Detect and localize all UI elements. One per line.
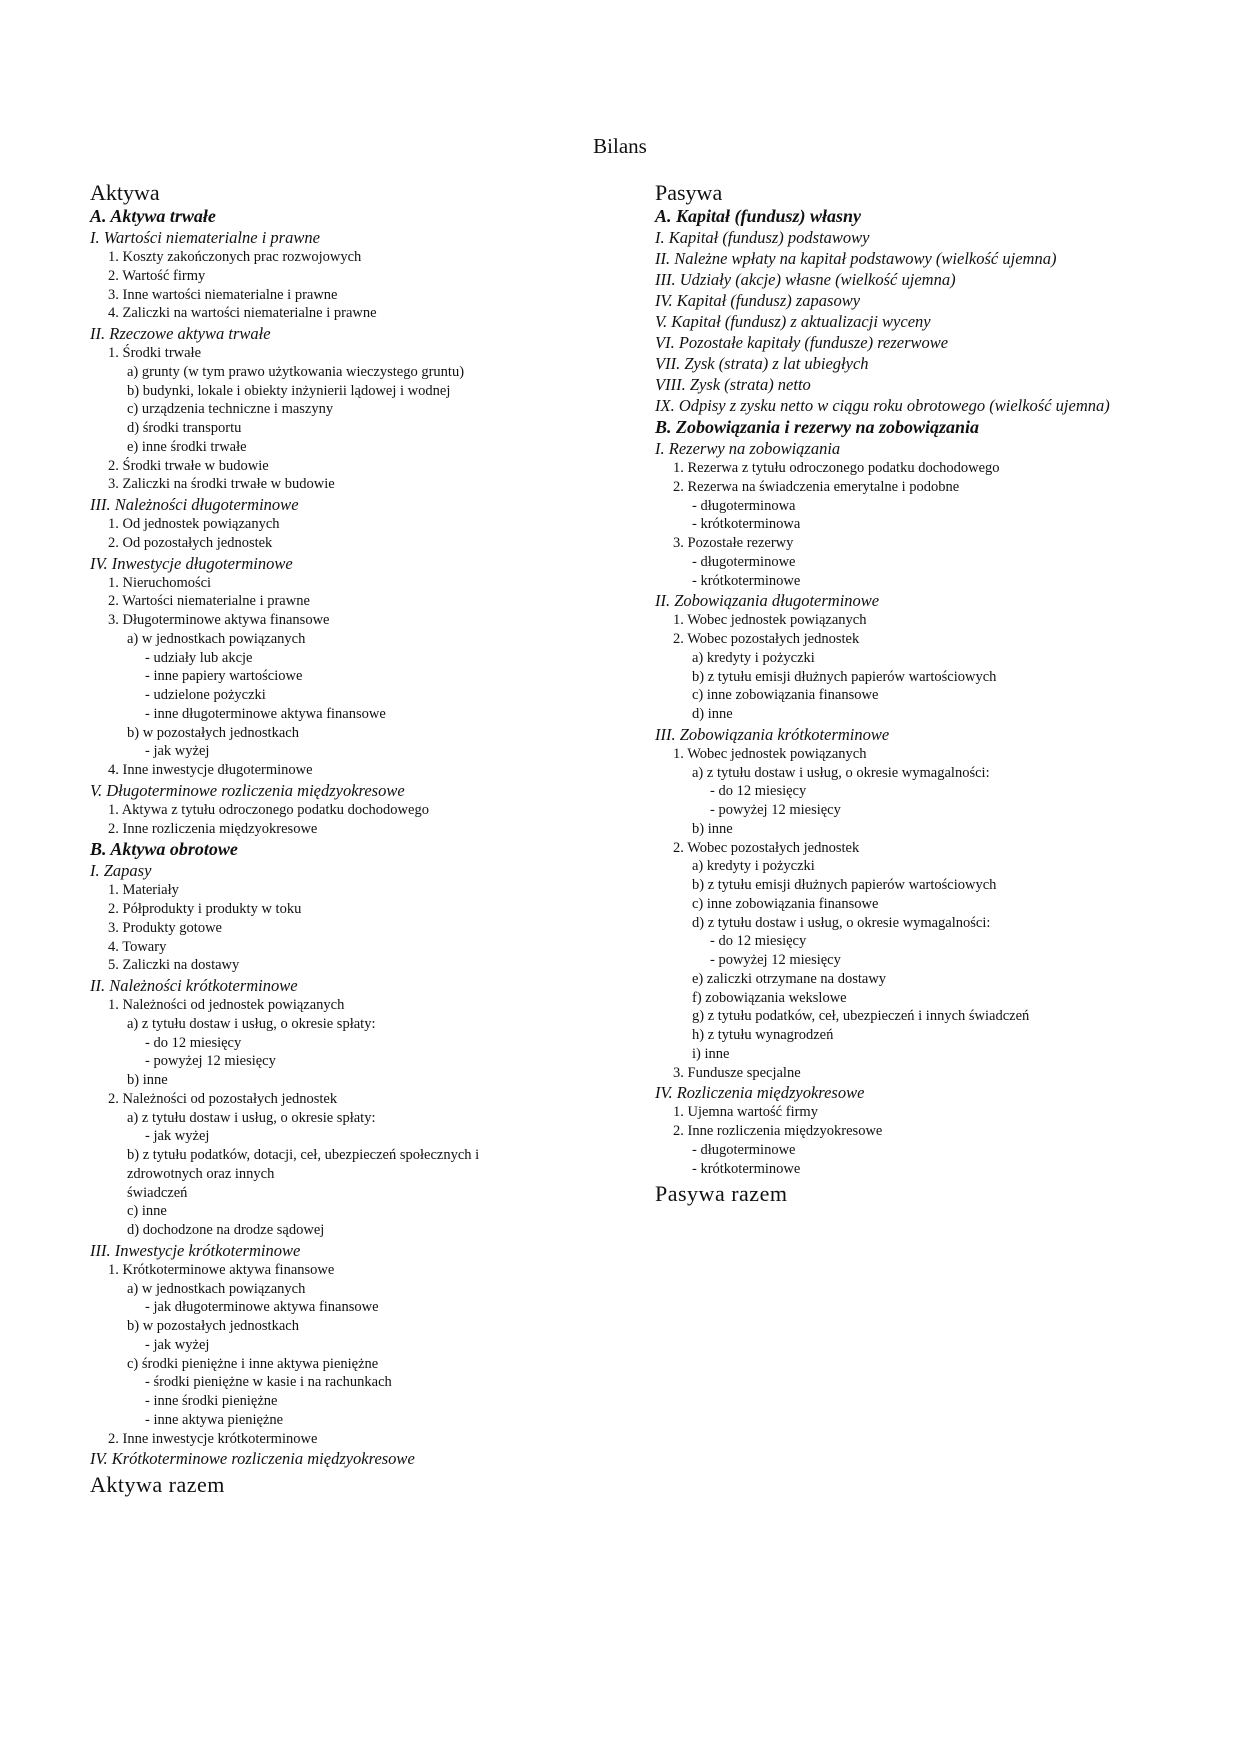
assets-subitem: a) grunty (w tym prawo użytkowania wieczystego gruntu)	[127, 363, 465, 380]
liabilities-subitem: a) z tytułu dostaw i usług, o okresie wymagalności:	[692, 764, 990, 781]
assets-item: 5. Zaliczki na dostawy	[108, 957, 240, 974]
liabilities-group-heading: VII. Zysk (strata) z lat ubiegłych	[655, 354, 869, 373]
liabilities-section-heading: B. Zobowiązania i rezerwy na zobowiązania	[655, 417, 980, 437]
assets-detail-item: - inne papiery wartościowe	[145, 668, 303, 685]
liabilities-subitem: - krótkoterminowe	[692, 572, 801, 589]
assets-subitem: a) z tytułu dostaw i usług, o okresie spłaty:	[127, 1015, 376, 1032]
liabilities-subitem: - krótkoterminowa	[692, 516, 801, 533]
assets-subitem: b) w pozostałych jednostkach	[127, 1318, 299, 1334]
liabilities-section-heading: A. Kapitał (fundusz) własny	[655, 206, 862, 226]
liabilities-detail-item: - powyżej 12 miesięcy	[710, 802, 841, 818]
liabilities-item: 1. Wobec jednostek powiązanych	[673, 612, 867, 629]
assets-subitem: c) środki pieniężne i inne aktywa pieniężne	[127, 1355, 379, 1372]
assets-detail-item: - udziały lub akcje	[145, 649, 253, 666]
liabilities-detail-item: - powyżej 12 miesięcy	[710, 952, 841, 968]
assets-subitem: c) urządzenia techniczne i maszyny	[127, 401, 334, 418]
assets-detail-item: - udzielone pożyczki	[145, 687, 266, 703]
assets-item: 1. Nieruchomości	[108, 574, 212, 591]
assets-subitem: d) dochodzone na drodze sądowej	[127, 1222, 325, 1238]
assets-item: 3. Długoterminowe aktywa finansowe	[108, 612, 330, 628]
assets-subitem: zdrowotnych oraz innych	[127, 1165, 275, 1182]
liabilities-group-heading: VI. Pozostałe kapitały (fundusze) rezerwowe	[655, 333, 949, 352]
assets-item: 2. Inne rozliczenia międzyokresowe	[108, 820, 318, 837]
assets-subitem: b) budynki, lokale i obiekty inżynierii lądowej i wodnej	[127, 382, 451, 399]
assets-item: 3. Produkty gotowe	[108, 919, 222, 936]
page-title: Bilans	[593, 134, 647, 158]
liabilities-item: 2. Wobec pozostałych jednostek	[673, 839, 860, 856]
assets-item: 1. Krótkoterminowe aktywa finansowe	[108, 1261, 335, 1278]
assets-item: 2. Należności od pozostałych jednostek	[108, 1090, 338, 1107]
liabilities-subitem: a) kredyty i pożyczki	[692, 649, 815, 666]
assets-detail-item: - jak długoterminowe aktywa finansowe	[145, 1299, 379, 1316]
assets-item: 1. Od jednostek powiązanych	[108, 516, 280, 532]
assets-item: 2. Wartości niematerialne i prawne	[108, 593, 310, 610]
assets-item: 1. Aktywa z tytułu odroczonego podatku dochodowego	[108, 801, 429, 818]
liabilities-subitem: - długoterminowe	[692, 553, 796, 570]
assets-group-heading: III. Inwestycje krótkoterminowe	[90, 1240, 301, 1260]
assets-group-heading: V. Długoterminowe rozliczenia międzyokresowe	[90, 780, 405, 800]
liabilities-heading: Pasywa	[655, 180, 723, 205]
liabilities-group-heading: V. Kapitał (fundusz) z aktualizacji wyceny	[655, 312, 931, 331]
liabilities-subitem: f) zobowiązania wekslowe	[692, 989, 847, 1006]
assets-group-heading: III. Należności długoterminowe	[90, 495, 299, 514]
assets-heading: Aktywa	[90, 180, 160, 205]
assets-detail-item: - powyżej 12 miesięcy	[145, 1053, 276, 1070]
liabilities-item: 3. Pozostałe rezerwy	[673, 535, 794, 551]
assets-item: 1. Środki trwałe	[108, 345, 202, 361]
assets-item: 2. Półprodukty i produkty w toku	[108, 901, 302, 917]
assets-item: 1. Materiały	[108, 882, 179, 899]
assets-section-heading: B. Aktywa obrotowe	[90, 839, 238, 860]
assets-group-heading: II. Należności krótkoterminowe	[90, 976, 298, 995]
assets-group-heading: I. Wartości niematerialne i prawne	[90, 228, 320, 247]
assets-subitem: b) inne	[127, 1072, 168, 1088]
liabilities-subitem: b) z tytułu emisji dłużnych papierów wartościowych	[692, 877, 997, 893]
assets-subitem: a) z tytułu dostaw i usług, o okresie spłaty:	[127, 1109, 376, 1126]
liabilities-subitem: a) kredyty i pożyczki	[692, 858, 815, 875]
liabilities-detail-item: - do 12 miesięcy	[710, 783, 807, 800]
assets-detail-item: - inne środki pieniężne	[145, 1393, 278, 1409]
assets-detail-item: - inne długoterminowe aktywa finansowe	[145, 705, 386, 722]
assets-column	[90, 181, 590, 1498]
liabilities-subitem: - krótkoterminowe	[692, 1160, 801, 1177]
assets-detail-item: - jak wyżej	[145, 1128, 210, 1145]
liabilities-group-heading: II. Zobowiązania długoterminowe	[655, 591, 880, 611]
assets-detail-item: - jak wyżej	[145, 743, 210, 760]
liabilities-item: 1. Ujemna wartość firmy	[673, 1104, 818, 1121]
liabilities-subitem: b) inne	[692, 820, 733, 837]
assets-total: Aktywa razem	[90, 1472, 225, 1498]
assets-subitem: a) w jednostkach powiązanych	[127, 1280, 306, 1297]
liabilities-column	[655, 181, 1215, 1207]
liabilities-group-heading: VIII. Zysk (strata) netto	[655, 375, 811, 394]
liabilities-subitem: - długoterminowa	[692, 497, 796, 514]
assets-item: 2. Wartość firmy	[108, 267, 206, 284]
liabilities-item: 3. Fundusze specjalne	[673, 1064, 801, 1081]
liabilities-subitem: i) inne	[692, 1045, 730, 1062]
assets-item: 2. Od pozostałych jednostek	[108, 534, 273, 551]
liabilities-item: 2. Inne rozliczenia międzyokresowe	[673, 1123, 883, 1139]
liabilities-subitem: g) z tytułu podatków, ceł, ubezpieczeń i innych świadczeń	[692, 1008, 1030, 1025]
assets-section-heading: A. Aktywa trwałe	[90, 206, 216, 226]
liabilities-detail-item: - do 12 miesięcy	[710, 933, 807, 950]
liabilities-subitem: b) z tytułu emisji dłużnych papierów wartościowych	[692, 668, 997, 685]
assets-subitem: e) inne środki trwałe	[127, 438, 247, 455]
liabilities-item: 1. Rezerwa z tytułu odroczonego podatku dochodowego	[673, 460, 1000, 476]
liabilities-group-heading: III. Zobowiązania krótkoterminowe	[655, 724, 890, 744]
assets-group-heading: I. Zapasy	[90, 861, 152, 881]
liabilities-group-heading: I. Rezerwy na zobowiązania	[655, 439, 841, 458]
liabilities-group-heading: IV. Kapitał (fundusz) zapasowy	[655, 291, 861, 310]
assets-item: 3. Inne wartości niematerialne i prawne	[108, 286, 338, 303]
assets-group-heading: IV. Krótkoterminowe rozliczenia międzyokresowe	[90, 1449, 415, 1469]
liabilities-item: 2. Rezerwa na świadczenia emerytalne i podobne	[673, 478, 960, 495]
assets-detail-item: - inne aktywa pieniężne	[145, 1411, 284, 1428]
assets-detail-item: - środki pieniężne w kasie i na rachunkach	[145, 1374, 392, 1391]
assets-subitem: d) środki transportu	[127, 420, 242, 436]
assets-subitem: świadczeń	[127, 1184, 188, 1201]
liabilities-group-heading: I. Kapitał (fundusz) podstawowy	[655, 228, 870, 247]
liabilities-subitem: c) inne zobowiązania finansowe	[692, 687, 879, 704]
assets-item: 2. Środki trwałe w budowie	[108, 457, 269, 474]
liabilities-subitem: d) inne	[692, 706, 733, 722]
assets-group-heading: IV. Inwestycje długoterminowe	[90, 553, 293, 573]
liabilities-subitem: e) zaliczki otrzymane na dostawy	[692, 970, 887, 987]
liabilities-group-heading: III. Udziały (akcje) własne (wielkość ujemna)	[655, 270, 956, 289]
assets-group-heading: II. Rzeczowe aktywa trwałe	[90, 324, 271, 343]
assets-item: 4. Inne inwestycje długoterminowe	[108, 762, 313, 778]
liabilities-item: 1. Wobec jednostek powiązanych	[673, 745, 867, 762]
liabilities-subitem: - długoterminowe	[692, 1141, 796, 1158]
assets-subitem: b) w pozostałych jednostkach	[127, 724, 299, 741]
assets-subitem: b) z tytułu podatków, dotacji, ceł, ubezpieczeń społecznych i	[127, 1147, 480, 1163]
liabilities-item: 2. Wobec pozostałych jednostek	[673, 631, 860, 647]
liabilities-group-heading: II. Należne wpłaty na kapitał podstawowy (wielkość ujemna)	[655, 249, 1057, 268]
assets-item: 2. Inne inwestycje krótkoterminowe	[108, 1430, 318, 1447]
assets-item: 4. Zaliczki na wartości niematerialne i prawne	[108, 305, 377, 322]
liabilities-subitem: h) z tytułu wynagrodzeń	[692, 1027, 834, 1043]
liabilities-group-heading: IV. Rozliczenia międzyokresowe	[655, 1083, 865, 1103]
assets-item: 3. Zaliczki na środki trwałe w budowie	[108, 476, 335, 493]
assets-detail-item: - jak wyżej	[145, 1336, 210, 1353]
liabilities-subitem: d) z tytułu dostaw i usług, o okresie wymagalności:	[692, 914, 991, 931]
assets-item: 1. Należności od jednostek powiązanych	[108, 997, 345, 1013]
liabilities-subitem: c) inne zobowiązania finansowe	[692, 895, 879, 912]
assets-item: 4. Towary	[108, 938, 167, 955]
assets-item: 1. Koszty zakończonych prac rozwojowych	[108, 249, 362, 265]
assets-subitem: a) w jednostkach powiązanych	[127, 630, 306, 647]
assets-detail-item: - do 12 miesięcy	[145, 1034, 242, 1051]
liabilities-group-heading: IX. Odpisy z zysku netto w ciągu roku obrotowego (wielkość ujemna)	[655, 396, 1110, 415]
liabilities-total: Pasywa razem	[655, 1181, 788, 1207]
assets-subitem: c) inne	[127, 1203, 167, 1220]
